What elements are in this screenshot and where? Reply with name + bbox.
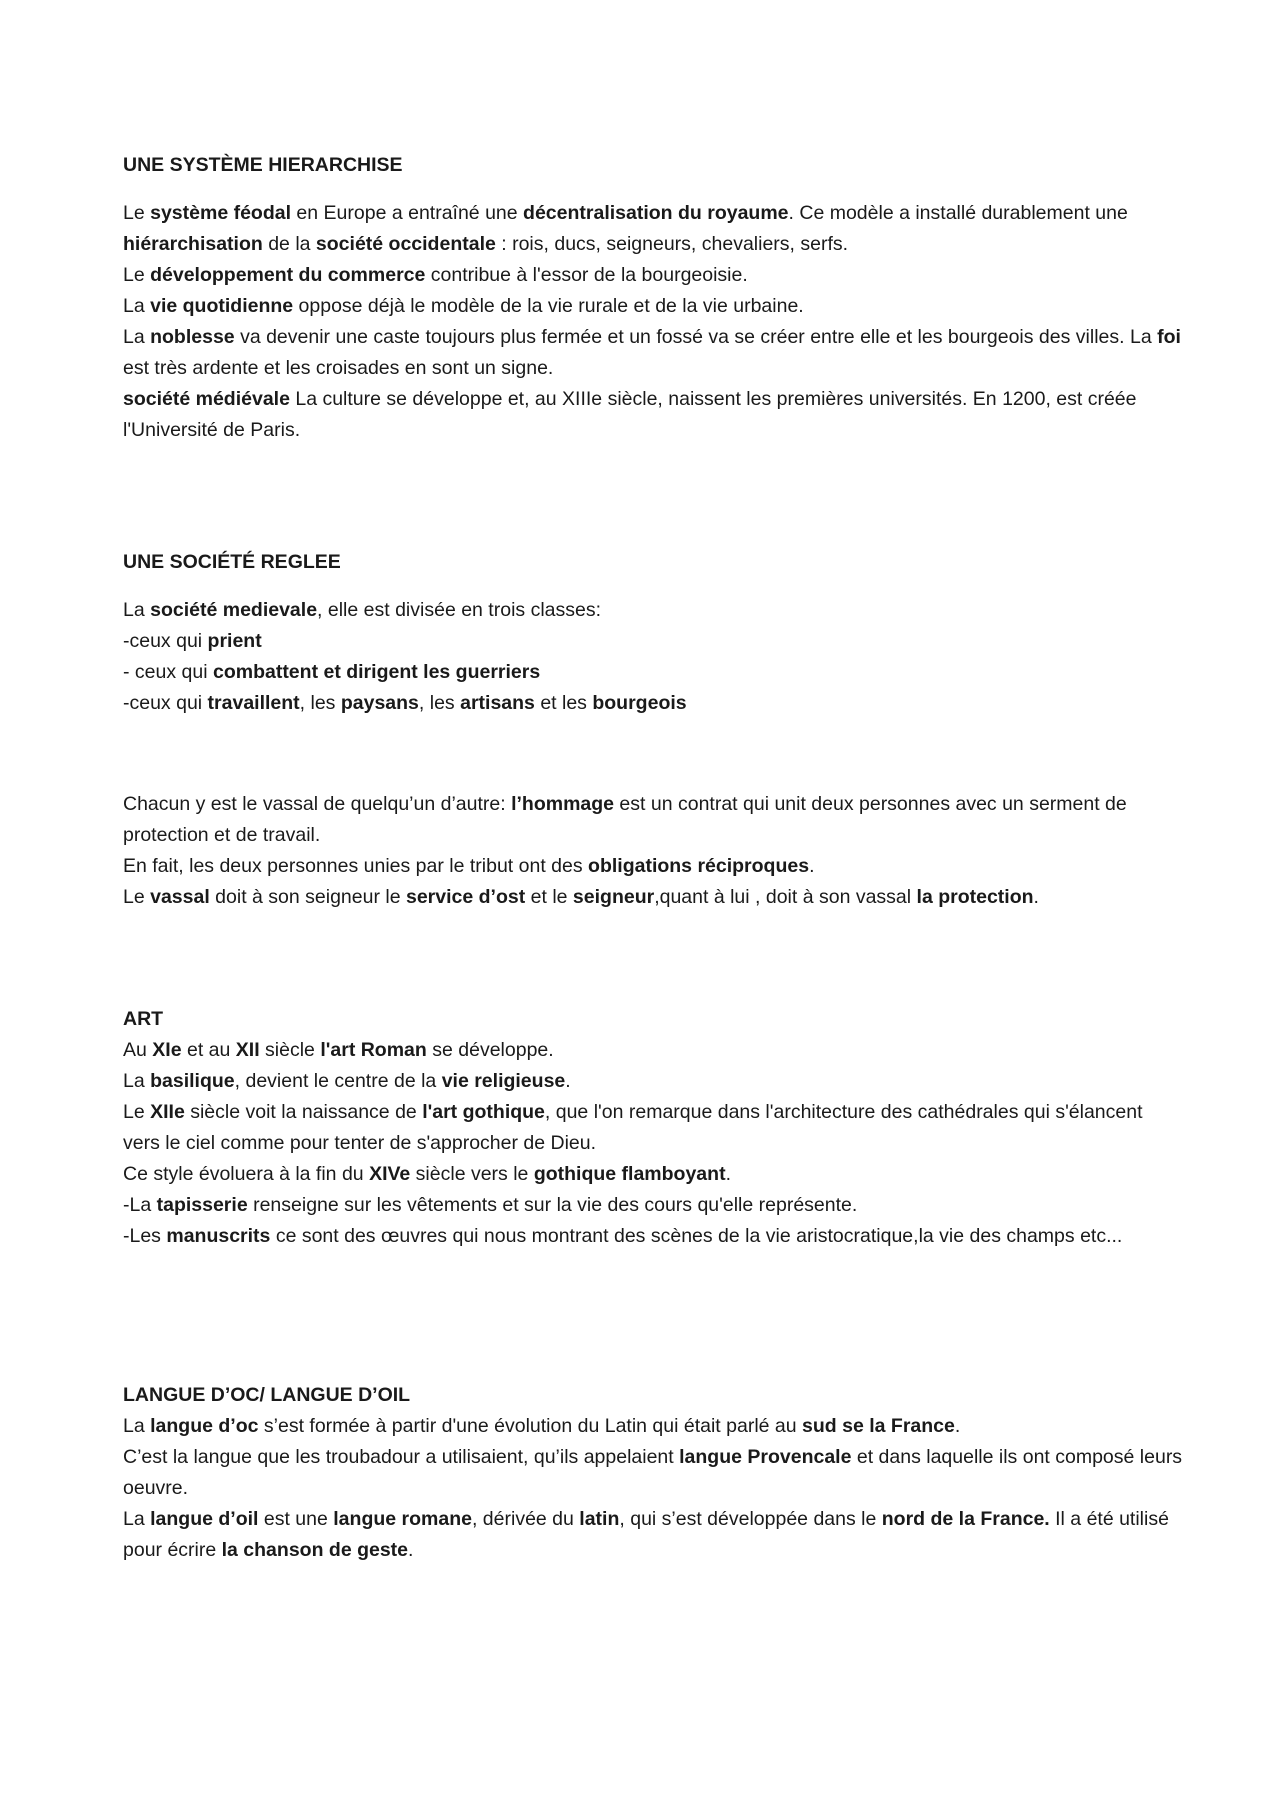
paragraph-line [123, 626, 1183, 657]
bold-term: société occidentale [315, 233, 496, 255]
bold-term: gothique flamboyant [533, 1163, 726, 1185]
text-run: siècle voit la naissance de [184, 1101, 423, 1123]
text-run: Il a été utilisé pour écrire [123, 1508, 1169, 1561]
bold-term: tapisserie [156, 1194, 248, 1216]
bold-term: société medievale [150, 599, 318, 621]
text-run: -Les [123, 1225, 167, 1247]
paragraph-line [123, 595, 1183, 626]
bold-term: décentralisation du royaume [523, 202, 789, 224]
bold-term: vie religieuse [441, 1070, 566, 1092]
section-heading: UNE SYSTÈME HIERARCHISE [123, 154, 403, 176]
paragraph-line [123, 1221, 1183, 1252]
paragraph-line [123, 1411, 1183, 1442]
paragraph-line [123, 851, 1183, 882]
paragraph-line [123, 657, 1183, 688]
section-body [123, 595, 1183, 913]
text-run: . [809, 855, 815, 877]
text-run: -La [123, 1194, 157, 1216]
paragraph-line [123, 1035, 1183, 1066]
paragraph-line [123, 882, 1183, 913]
text-run: La culture se développe et, au XIIIe siècle, naissent les premières universités. En 1200, est créée l'Université de Paris. [123, 388, 1137, 441]
blank-line [123, 739, 1183, 770]
bold-term: société médiévale [123, 388, 290, 410]
text-run: est très ardente et les croisades en sont un signe. [123, 357, 554, 379]
text-run: doit à son seigneur le [209, 886, 406, 908]
section-heading: LANGUE D’OC/ LANGUE D’OIL [123, 1384, 411, 1406]
section-body [123, 1411, 1183, 1566]
bold-term: vie quotidienne [150, 295, 294, 317]
text-run: Le [123, 264, 151, 286]
section-langue-doc-doil [123, 1380, 1183, 1566]
text-run: et le [525, 886, 573, 908]
paragraph-line [123, 198, 1183, 260]
text-run: et dans laquelle ils ont composé leurs oeuvre. [123, 1446, 1183, 1499]
text-run: , elle est divisée en trois classes: [317, 599, 602, 621]
text-run: C’est la langue que les troubadour a utilisaient, qu’ils appelaient [123, 1446, 680, 1468]
bold-term: nord de la France. [881, 1508, 1050, 1530]
text-run: Ce style évoluera à la fin du [123, 1163, 370, 1185]
text-run: , qui s’est développée dans le [619, 1508, 882, 1530]
section-art [123, 1004, 1183, 1252]
paragraph-line [123, 1066, 1183, 1097]
text-run: . [954, 1415, 961, 1437]
bold-term: service d’ost [405, 886, 526, 908]
text-run: La [123, 1415, 151, 1437]
bold-term: hiérarchisation [123, 233, 263, 255]
text-run: . [565, 1070, 571, 1092]
text-run: -ceux qui [123, 630, 208, 652]
text-run: de la [262, 233, 316, 255]
paragraph-line [123, 291, 1183, 322]
text-run: et au [181, 1039, 236, 1061]
bold-term: système féodal [150, 202, 292, 224]
section-body [123, 198, 1183, 446]
bold-term: basilique [150, 1070, 235, 1092]
paragraph-line [123, 260, 1183, 291]
bold-term: paysans [340, 692, 419, 714]
section-societe-reglee [123, 547, 1183, 913]
text-run: , les [418, 692, 461, 714]
paragraph-line [123, 322, 1183, 384]
text-run: Au [123, 1039, 153, 1061]
bold-term: XIe [152, 1039, 182, 1061]
bold-term: l'art gothique [422, 1101, 545, 1123]
text-run: , que l'on remarque dans l'architecture des cathédrales qui s'élancent vers le ciel comme pour tenter de s'approcher de Dieu. [123, 1101, 1143, 1154]
paragraph-line [123, 1442, 1183, 1504]
bold-term: XII [235, 1039, 260, 1061]
text-run: . [725, 1163, 731, 1185]
bold-term: prient [207, 630, 262, 652]
text-run: Le [123, 202, 151, 224]
bold-term: la protection [916, 886, 1034, 908]
bold-term: sud se la France [802, 1415, 955, 1437]
text-run: en Europe a entraîné une [291, 202, 524, 224]
bold-term: langue d’oc [150, 1415, 259, 1437]
text-run: . [1033, 886, 1039, 908]
text-run: La [123, 326, 151, 348]
bold-term: langue d’oil [150, 1508, 259, 1530]
text-run: Chacun y est le vassal de quelqu’un d’autre: [123, 793, 512, 815]
paragraph-line [123, 1190, 1183, 1221]
section-body [123, 1035, 1183, 1252]
paragraph-line [123, 1504, 1183, 1566]
text-run: Le [123, 1101, 151, 1123]
text-run: - ceux qui [123, 661, 213, 683]
bold-term: manuscrits [166, 1225, 271, 1247]
paragraph-line [123, 1159, 1183, 1190]
bold-term: noblesse [150, 326, 235, 348]
text-run: ce sont des œuvres qui nous montrant des scènes de la vie aristocratique,la vie des champs etc... [270, 1225, 1123, 1247]
text-run: , les [299, 692, 341, 714]
bold-term: combattent et dirigent les guerriers [212, 661, 541, 683]
text-run: , devient le centre de la [234, 1070, 442, 1092]
bold-term: vassal [150, 886, 210, 908]
text-run: La [123, 295, 151, 317]
bold-term: langue romane [333, 1508, 472, 1530]
section-heading: ART [123, 1008, 164, 1030]
text-run: La [123, 1508, 151, 1530]
text-run: renseigne sur les vêtements et sur la vie des cours qu'elle représente. [247, 1194, 858, 1216]
text-run: est une [258, 1508, 334, 1530]
text-run: : rois, ducs, seigneurs, chevaliers, serfs. [495, 233, 849, 255]
text-run: ,quant à lui , doit à son vassal [654, 886, 917, 908]
bold-term: bourgeois [592, 692, 687, 714]
bold-term: développement du commerce [150, 264, 426, 286]
bold-term: foi [1157, 326, 1181, 348]
bold-term: obligations réciproques [588, 855, 810, 877]
text-run: En fait, les deux personnes unies par le tribut ont des [123, 855, 589, 877]
text-run: et les [534, 692, 593, 714]
paragraph-line [123, 688, 1183, 719]
bold-term: XIVe [369, 1163, 411, 1185]
bold-term: XIIe [150, 1101, 185, 1123]
bold-term: travaillent [207, 692, 300, 714]
text-run: La [123, 599, 151, 621]
paragraph-line [123, 789, 1183, 851]
bold-term: seigneur [572, 886, 655, 908]
section-systeme-hierarchise [123, 150, 1183, 446]
text-run: oppose déjà le modèle de la vie rurale et de la vie urbaine. [293, 295, 804, 317]
text-run: va devenir une caste toujours plus fermée et un fossé va se créer entre elle et les bourgeois des villes. La [234, 326, 1158, 348]
paragraph-line [123, 384, 1183, 446]
text-run: siècle vers le [410, 1163, 534, 1185]
text-run: La [123, 1070, 151, 1092]
bold-term: artisans [460, 692, 535, 714]
text-run: . Ce modèle a installé durablement une [788, 202, 1128, 224]
text-run: est un contrat qui unit deux personnes avec un serment de protection et de travail. [123, 793, 1127, 846]
bold-term: latin [579, 1508, 620, 1530]
bold-term: langue Provencale [679, 1446, 852, 1468]
text-run: contribue à l'essor de la bourgeoisie. [425, 264, 748, 286]
bold-term: la chanson de geste [221, 1539, 409, 1561]
text-run: se développe. [426, 1039, 554, 1061]
text-run: siècle [259, 1039, 321, 1061]
bold-term: l'art Roman [320, 1039, 427, 1061]
section-heading: UNE SOCIÉTÉ REGLEE [123, 551, 341, 573]
text-run: . [408, 1539, 414, 1561]
paragraph-line [123, 1097, 1183, 1159]
text-run: -ceux qui [123, 692, 208, 714]
text-run: s’est formée à partir d'une évolution du Latin qui était parlé au [258, 1415, 803, 1437]
text-run: Le [123, 886, 151, 908]
bold-term: l’hommage [511, 793, 615, 815]
text-run: , dérivée du [471, 1508, 580, 1530]
